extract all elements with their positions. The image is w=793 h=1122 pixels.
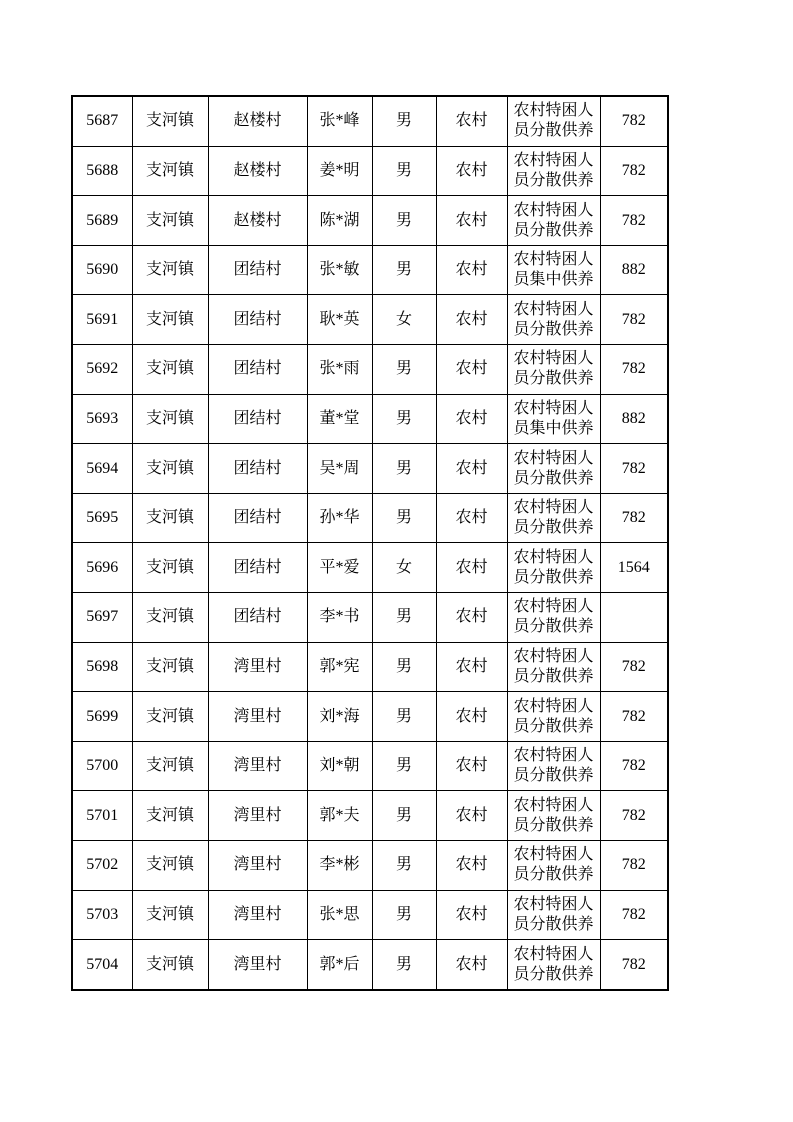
- table-cell: 赵楼村: [208, 196, 307, 246]
- table-cell: 女: [372, 295, 436, 345]
- table-cell: 吴*周: [307, 444, 372, 494]
- table-row: [72, 493, 668, 543]
- table-cell: 农村: [436, 791, 507, 841]
- table-cell: 农村特困人员分散供养: [507, 642, 600, 692]
- table-cell: 782: [600, 146, 668, 196]
- table-row: [72, 245, 668, 295]
- records-table: [71, 95, 669, 991]
- table-cell: 农村特困人员分散供养: [507, 96, 600, 146]
- table-row: [72, 146, 668, 196]
- table-cell: 782: [600, 841, 668, 891]
- table-cell: 农村特困人员分散供养: [507, 146, 600, 196]
- table-cell: 支河镇: [132, 593, 208, 643]
- table-cell: 5687: [72, 96, 132, 146]
- table-cell: 湾里村: [208, 791, 307, 841]
- table-row: [72, 394, 668, 444]
- table-cell: 农村: [436, 146, 507, 196]
- table-cell: 支河镇: [132, 642, 208, 692]
- table-cell: 湾里村: [208, 642, 307, 692]
- table-cell: 耿*英: [307, 295, 372, 345]
- table-cell: 支河镇: [132, 394, 208, 444]
- table-cell: 男: [372, 493, 436, 543]
- table-cell: 5697: [72, 593, 132, 643]
- table-row: [72, 96, 668, 146]
- table-cell: 农村: [436, 345, 507, 395]
- table-cell: 团结村: [208, 295, 307, 345]
- table-cell: 团结村: [208, 593, 307, 643]
- table-cell: 782: [600, 692, 668, 742]
- table-cell: 农村特困人员分散供养: [507, 543, 600, 593]
- table-cell: 882: [600, 394, 668, 444]
- table-cell: 男: [372, 345, 436, 395]
- table-cell: 陈*湖: [307, 196, 372, 246]
- table-cell: 支河镇: [132, 444, 208, 494]
- table-cell: 平*爱: [307, 543, 372, 593]
- table-cell: [600, 593, 668, 643]
- table-cell: 农村特困人员分散供养: [507, 196, 600, 246]
- table-cell: 5704: [72, 940, 132, 990]
- table-cell: 女: [372, 543, 436, 593]
- table-cell: 湾里村: [208, 692, 307, 742]
- table-cell: 农村: [436, 543, 507, 593]
- table-cell: 5690: [72, 245, 132, 295]
- table-row: [72, 791, 668, 841]
- table-cell: 孙*华: [307, 493, 372, 543]
- table-cell: 张*雨: [307, 345, 372, 395]
- table-cell: 农村: [436, 692, 507, 742]
- table-cell: 支河镇: [132, 890, 208, 940]
- table-cell: 男: [372, 593, 436, 643]
- table-cell: 农村特困人员分散供养: [507, 791, 600, 841]
- table-cell: 1564: [600, 543, 668, 593]
- table-cell: 李*彬: [307, 841, 372, 891]
- table-cell: 782: [600, 791, 668, 841]
- table-cell: 支河镇: [132, 295, 208, 345]
- table-cell: 782: [600, 196, 668, 246]
- table-row: [72, 196, 668, 246]
- table-cell: 湾里村: [208, 741, 307, 791]
- table-row: [72, 295, 668, 345]
- table-cell: 男: [372, 444, 436, 494]
- table-cell: 刘*海: [307, 692, 372, 742]
- table-cell: 男: [372, 890, 436, 940]
- table-cell: 农村特困人员分散供养: [507, 940, 600, 990]
- table-cell: 男: [372, 642, 436, 692]
- table-cell: 农村: [436, 642, 507, 692]
- table-cell: 张*峰: [307, 96, 372, 146]
- table-cell: 5698: [72, 642, 132, 692]
- table-cell: 农村: [436, 493, 507, 543]
- table-body: [72, 96, 668, 990]
- table-cell: 农村特困人员分散供养: [507, 593, 600, 643]
- table-cell: 李*书: [307, 593, 372, 643]
- table-cell: 男: [372, 245, 436, 295]
- table-cell: 支河镇: [132, 543, 208, 593]
- table-cell: 团结村: [208, 493, 307, 543]
- table-cell: 农村: [436, 890, 507, 940]
- table-cell: 支河镇: [132, 146, 208, 196]
- table-cell: 郭*夫: [307, 791, 372, 841]
- table-cell: 团结村: [208, 245, 307, 295]
- table-cell: 男: [372, 791, 436, 841]
- table-cell: 男: [372, 96, 436, 146]
- table-cell: 郭*后: [307, 940, 372, 990]
- table-cell: 5688: [72, 146, 132, 196]
- table-cell: 农村特困人员分散供养: [507, 890, 600, 940]
- table-cell: 农村: [436, 841, 507, 891]
- table-cell: 5691: [72, 295, 132, 345]
- table-cell: 5693: [72, 394, 132, 444]
- table-cell: 支河镇: [132, 196, 208, 246]
- table-cell: 农村: [436, 196, 507, 246]
- table-cell: 农村: [436, 295, 507, 345]
- table-cell: 农村特困人员分散供养: [507, 493, 600, 543]
- table-cell: 支河镇: [132, 741, 208, 791]
- table-cell: 782: [600, 444, 668, 494]
- table-cell: 董*堂: [307, 394, 372, 444]
- table-cell: 5694: [72, 444, 132, 494]
- table-cell: 782: [600, 493, 668, 543]
- table-cell: 刘*朝: [307, 741, 372, 791]
- table-cell: 农村特困人员集中供养: [507, 245, 600, 295]
- table-cell: 农村: [436, 940, 507, 990]
- table-cell: 882: [600, 245, 668, 295]
- table-row: [72, 841, 668, 891]
- table-row: [72, 890, 668, 940]
- table-cell: 团结村: [208, 543, 307, 593]
- table-cell: 男: [372, 741, 436, 791]
- table-cell: 湾里村: [208, 890, 307, 940]
- table-cell: 农村特困人员集中供养: [507, 394, 600, 444]
- table-cell: 支河镇: [132, 940, 208, 990]
- table-cell: 农村: [436, 245, 507, 295]
- table-cell: 团结村: [208, 394, 307, 444]
- table-cell: 支河镇: [132, 96, 208, 146]
- table-cell: 张*敏: [307, 245, 372, 295]
- table-cell: 782: [600, 345, 668, 395]
- table-cell: 湾里村: [208, 841, 307, 891]
- table-cell: 农村特困人员分散供养: [507, 295, 600, 345]
- table-cell: 支河镇: [132, 692, 208, 742]
- table-cell: 农村: [436, 96, 507, 146]
- table-cell: 团结村: [208, 444, 307, 494]
- table-cell: 5701: [72, 791, 132, 841]
- table-row: [72, 593, 668, 643]
- table-row: [72, 940, 668, 990]
- table-cell: 5702: [72, 841, 132, 891]
- table-row: [72, 692, 668, 742]
- table-cell: 支河镇: [132, 245, 208, 295]
- table-cell: 男: [372, 841, 436, 891]
- table-cell: 湾里村: [208, 940, 307, 990]
- table-cell: 5695: [72, 493, 132, 543]
- table-cell: 782: [600, 96, 668, 146]
- table-cell: 团结村: [208, 345, 307, 395]
- table-cell: 郭*宪: [307, 642, 372, 692]
- table-row: [72, 642, 668, 692]
- table-row: [72, 543, 668, 593]
- table-cell: 男: [372, 940, 436, 990]
- table-cell: 782: [600, 642, 668, 692]
- table-row: [72, 741, 668, 791]
- table-cell: 农村特困人员分散供养: [507, 741, 600, 791]
- table-cell: 782: [600, 940, 668, 990]
- table-row: [72, 345, 668, 395]
- table-cell: 农村特困人员分散供养: [507, 444, 600, 494]
- table-cell: 782: [600, 295, 668, 345]
- table-cell: 农村: [436, 741, 507, 791]
- table-cell: 782: [600, 890, 668, 940]
- table-cell: 支河镇: [132, 345, 208, 395]
- table-cell: 农村: [436, 394, 507, 444]
- table-cell: 男: [372, 692, 436, 742]
- table-cell: 支河镇: [132, 493, 208, 543]
- table-cell: 农村特困人员分散供养: [507, 692, 600, 742]
- table-row: [72, 444, 668, 494]
- table-cell: 男: [372, 394, 436, 444]
- table-cell: 赵楼村: [208, 146, 307, 196]
- table-cell: 5700: [72, 741, 132, 791]
- table-cell: 5699: [72, 692, 132, 742]
- table-cell: 农村: [436, 593, 507, 643]
- table-cell: 农村: [436, 444, 507, 494]
- table-cell: 男: [372, 196, 436, 246]
- table-cell: 5703: [72, 890, 132, 940]
- table-cell: 支河镇: [132, 791, 208, 841]
- table-cell: 5689: [72, 196, 132, 246]
- table-cell: 农村特困人员分散供养: [507, 841, 600, 891]
- table-cell: 张*思: [307, 890, 372, 940]
- table-cell: 男: [372, 146, 436, 196]
- table-cell: 782: [600, 741, 668, 791]
- table-cell: 农村特困人员分散供养: [507, 345, 600, 395]
- table-cell: 姜*明: [307, 146, 372, 196]
- table-cell: 5696: [72, 543, 132, 593]
- table-cell: 5692: [72, 345, 132, 395]
- table-cell: 支河镇: [132, 841, 208, 891]
- table-cell: 赵楼村: [208, 96, 307, 146]
